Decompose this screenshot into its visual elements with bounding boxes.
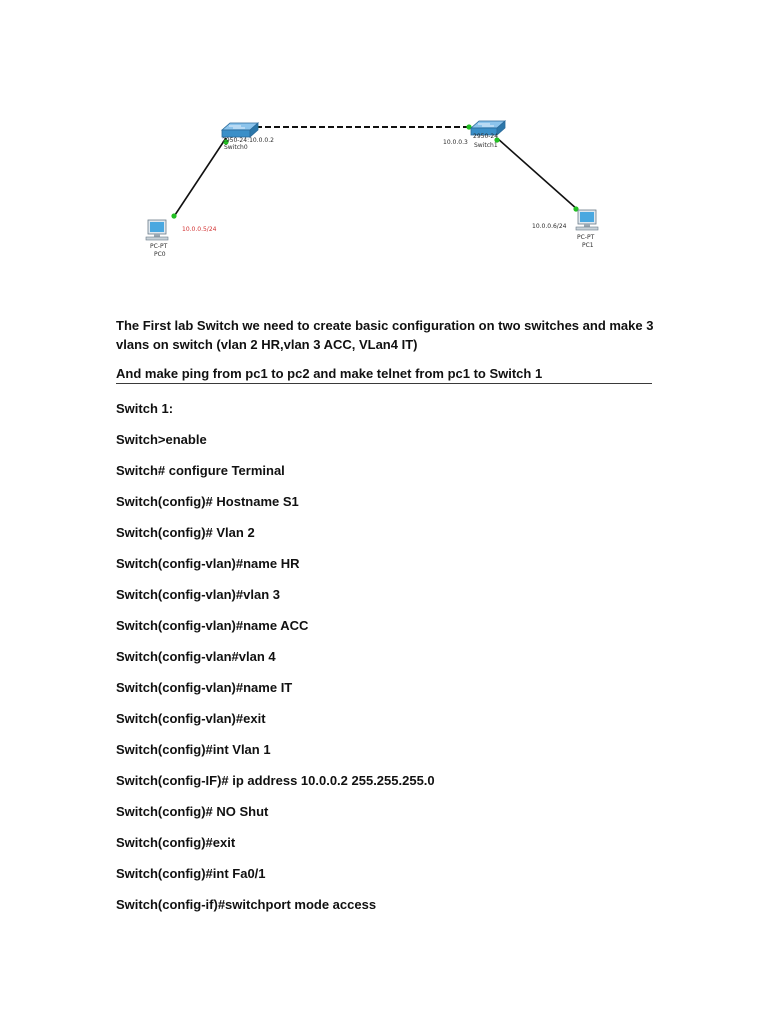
pc1-name-label: PC1 [582,242,594,249]
command-line: Switch(config-vlan)#name ACC [116,618,309,633]
command-line: Switch(config)# Vlan 2 [116,525,255,540]
switch1-model-label: 2950-24 [473,133,499,140]
network-topology-diagram [0,0,768,300]
command-line: Switch(config-if)#switchport mode access [116,897,377,912]
pc1-ip-label: 10.0.0.6/24 [532,223,567,230]
switch0-name-label: Switch0 [224,144,248,151]
pc-icon[interactable] [146,220,168,240]
command-line: Switch(config-vlan#vlan 4 [116,649,276,664]
command-line: Switch# configure Terminal [116,463,285,478]
pc0-model-label: PC-PT [150,243,168,250]
task-subheading: And make ping from pc1 to pc2 and make telnet from pc1 to Switch 1 [116,366,652,384]
switch1-name-label: Switch1 [474,142,498,149]
command-line: Switch(config)#exit [116,835,236,850]
command-line: Switch(config)# Hostname S1 [116,494,299,509]
intro-paragraph: The First lab Switch we need to create basic configuration on two switches and make 3 vlans on switch (vlan 2 HR,vlan 3 ACC, VLan4 IT) [116,318,654,352]
command-line: Switch(config)# NO Shut [116,804,269,819]
pc1-model-label: PC-PT [577,234,595,241]
command-line: Switch 1: [116,401,174,416]
command-line: Switch(config-IF)# ip address 10.0.0.2 255.255.255.0 [116,773,435,788]
link-switch1-pc1 [497,138,578,210]
pc0-name-label: PC0 [154,251,166,258]
command-line: Switch(config-vlan)#name IT [116,680,293,695]
command-line: Switch(config-vlan)#vlan 3 [116,587,280,602]
switch0-model-ip-label: 2950-24:10.0.0.2 [222,137,274,144]
command-line: Switch>enable [116,432,207,447]
command-line: Switch(config-vlan)#name HR [116,556,300,571]
switch-icon[interactable] [222,123,258,137]
command-list [116,400,435,927]
switch1-ip-label: 10.0.0.3 [443,139,468,146]
command-line: Switch(config)#int Fa0/1 [116,866,266,881]
command-line: Switch(config)#int Vlan 1 [116,742,271,757]
port-light [171,213,176,218]
pc-icon[interactable] [576,210,598,230]
command-line: Switch(config-vlan)#exit [116,711,266,726]
pc0-ip-label: 10.0.0.5/24 [182,226,217,233]
link-pc0-switch0 [173,138,226,218]
